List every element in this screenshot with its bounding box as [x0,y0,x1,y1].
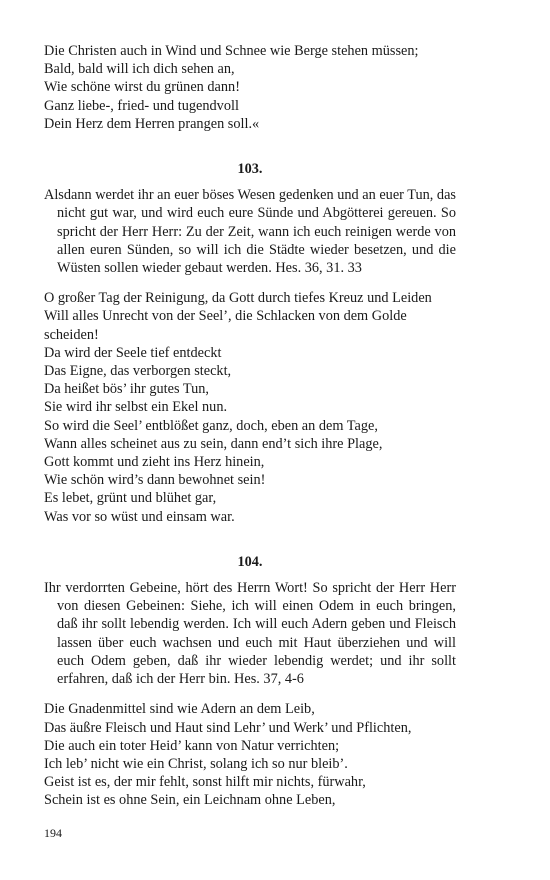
poem-line: Ganz liebe-, fried- und tugendvoll [44,97,239,114]
poem-line: Bald, bald will ich dich sehen an, [44,61,235,78]
section-104-poem [44,700,456,809]
section-103-poem [44,289,456,526]
book-page [44,42,456,810]
poem-line: Gott kommt und zieht ins Herz hinein, [44,454,265,471]
poem-line: Die Gnadenmittel sind wie Adern an dem Leib, [44,701,315,718]
poem-line: Die auch ein toter Heid’ kann von Natur verrichten; [44,737,340,754]
poem-line: Sie wird ihr selbst ein Ekel nun. [44,399,228,416]
page-number: 194 [44,826,62,840]
poem-line: Es lebet, grünt und blühet gar, [44,490,217,507]
poem-line: Wann alles scheinet aus zu sein, dann end’t sich ihre Plage, [44,435,383,452]
section-104-number: 104. [237,553,263,570]
poem-line: Wie schön wird’s dann bewohnet sein! [44,472,266,489]
poem-line: Das äußre Fleisch und Haut sind Lehr’ und Werk’ und Pflichten, [44,719,412,736]
poem-line: Will alles Unrecht von der Seel’, die Schlacken von dem Golde [44,308,407,325]
poem-line: Das Eigne, das verborgen steckt, [44,363,232,380]
poem-line: Dein Herz dem Herren prangen soll.« [44,115,260,132]
poem-line: Was vor so wüst und einsam war. [44,508,235,525]
poem-line: So wird die Seel’ entblößet ganz, doch, eben an dem Tage, [44,417,378,434]
poem-line: O großer Tag der Reinigung, da Gott durch tiefes Kreuz und Leiden [44,290,432,307]
poem-line: Geist ist es, der mir fehlt, sonst hilft mir nichts, fürwahr, [44,774,366,791]
section-104-scripture: Ihr verdorrten Gebeine, hört des Herrn Wort! So spricht der Herr Herr von diesen Gebeinen: Siehe, ich will einen Odem in euch bringen, daß ihr sollt lebendig werden. Ich will euch Adern geben und Fleisch lassen über euch wachsen und euch mit Haut überziehen und will euch Odem geben, daß ihr wieder lebendig werdet; und ihr sollt erfahren, daß ich der Herr bin. Hes. 37, 4-6 [44,580,456,688]
section-103-scripture: Alsdann werdet ihr an euer böses Wesen gedenken und an euer Tun, das nicht gut war, und wird euch eure Sünde und Abgötterei gereuen. So spricht der Herr Herr: Zu der Zeit, wann ich euch reinigen werde von allen euren Sünden, so will ich die Städte wieder besetzen, und die Wüsten sollen wieder gebaut werden. Hes. 36, 31. 33 [44,187,456,277]
section-103-number: 103. [237,161,263,178]
poem-line: Da heißet bös’ ihr gutes Tun, [44,381,209,398]
poem-line: Schein ist es ohne Sein, ein Leichnam ohne Leben, [44,792,336,809]
poem-line: Da wird der Seele tief entdeckt [44,344,222,361]
poem-line: Ich leb’ nicht wie ein Christ, solang ich so nur bleib’. [44,755,348,772]
poem-line: Wie schöne wirst du grünen dann! [44,79,240,96]
poem-line: scheiden! [44,326,99,343]
opening-poem [44,42,456,133]
poem-line: Die Christen auch in Wind und Schnee wie Berge stehen müssen; [44,43,419,59]
